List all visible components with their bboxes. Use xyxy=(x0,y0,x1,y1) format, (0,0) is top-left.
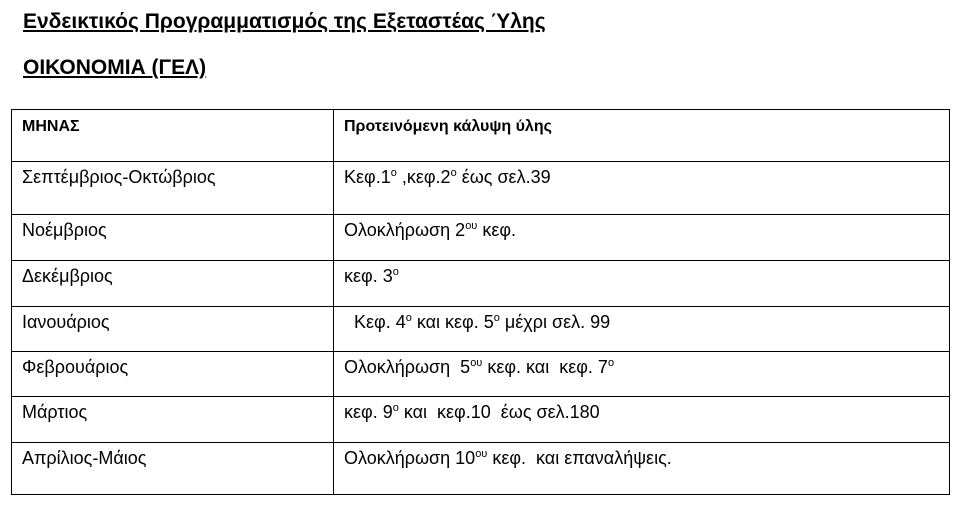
month-cell: Νοέμβριος xyxy=(12,215,334,261)
ordinal-superscript: ου xyxy=(470,357,483,369)
ordinal-superscript: ο xyxy=(392,402,399,414)
month-cell: Ιανουάριος xyxy=(12,307,334,352)
coverage-text: κεφ. 3 xyxy=(344,266,393,286)
month-cell: Σεπτέμβριος-Οκτώβριος xyxy=(12,162,334,215)
coverage-text: ,κεφ.2 xyxy=(396,167,451,187)
month-cell: Απρίλιος-Μάιος xyxy=(12,443,334,495)
ordinal-superscript: ο xyxy=(493,312,500,324)
coverage-text: Ολοκλήρωση 2 xyxy=(344,220,466,240)
month-cell: Μάρτιος xyxy=(12,397,334,443)
coverage-text: κεφ. και επαναλήψεις. xyxy=(487,448,672,468)
coverage-text: κεφ. xyxy=(477,220,517,240)
coverage-cell xyxy=(334,261,950,307)
ordinal-superscript: ο xyxy=(405,312,412,324)
header-coverage: Προτεινόμενη κάλυψη ύλης xyxy=(334,110,950,162)
coverage-cell xyxy=(334,443,950,495)
document-subtitle: ΟΙΚΟΝΟΜΙΑ (ΓΕΛ) xyxy=(23,56,207,79)
document-title: Ενδεικτικός Προγραμματισμός της Εξεταστέας Ύλης xyxy=(23,10,546,33)
coverage-text: και κεφ.10 έως σελ.180 xyxy=(398,402,600,422)
table-row xyxy=(12,352,950,397)
coverage-text: και κεφ. 5 xyxy=(411,312,494,332)
coverage-text: κεφ. και κεφ. 7 xyxy=(482,357,608,377)
coverage-text: έως σελ.39 xyxy=(456,167,551,187)
table-row xyxy=(12,397,950,443)
ordinal-superscript: ο xyxy=(390,167,397,179)
month-cell: Δεκέμβριος xyxy=(12,261,334,307)
month-cell: Φεβρουάριος xyxy=(12,352,334,397)
table-row xyxy=(12,443,950,495)
coverage-text: Κεφ.1 xyxy=(344,167,391,187)
coverage-text: μέχρι σελ. 99 xyxy=(499,312,611,332)
coverage-cell xyxy=(334,352,950,397)
ordinal-superscript: ου xyxy=(475,448,488,460)
header-month: ΜΗΝΑΣ xyxy=(12,110,334,162)
ordinal-superscript: ο xyxy=(392,266,399,278)
coverage-text: Κεφ. 4 xyxy=(344,312,406,332)
table-row xyxy=(12,261,950,307)
table-row xyxy=(12,162,950,215)
coverage-cell xyxy=(334,397,950,443)
coverage-cell xyxy=(334,307,950,352)
schedule-table xyxy=(11,109,950,495)
ordinal-superscript: ο xyxy=(607,357,615,369)
coverage-text: Ολοκλήρωση 5 xyxy=(344,357,471,377)
coverage-cell xyxy=(334,215,950,261)
coverage-text: Ολοκλήρωση 10 xyxy=(344,448,476,468)
ordinal-superscript: ου xyxy=(465,220,478,232)
coverage-text: κεφ. 9 xyxy=(344,402,393,422)
ordinal-superscript: ο xyxy=(450,167,457,179)
coverage-cell xyxy=(334,162,950,215)
table-row xyxy=(12,215,950,261)
table-header-row xyxy=(12,110,950,162)
table-row xyxy=(12,307,950,352)
